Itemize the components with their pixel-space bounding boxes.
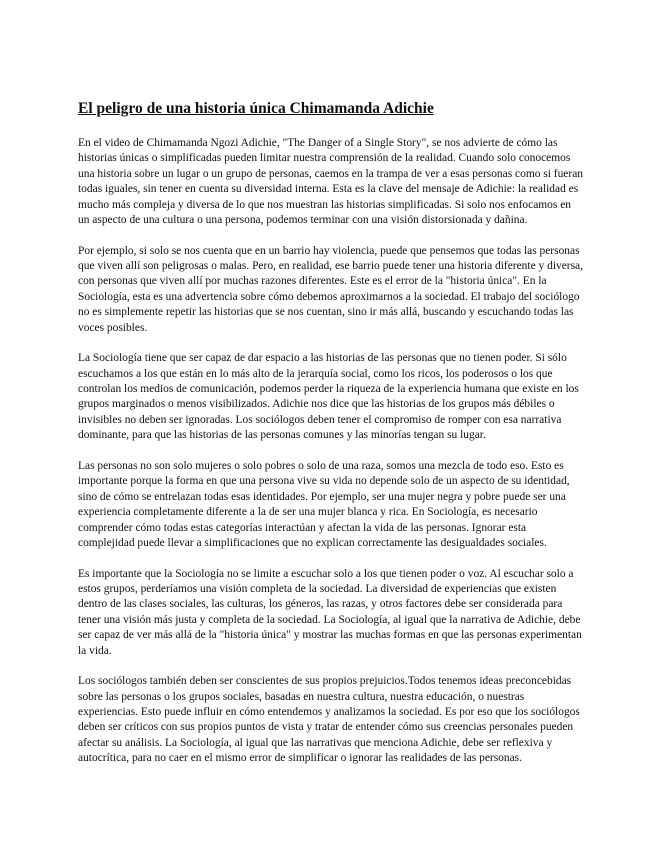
paragraph-6: Los sociólogos también deben ser conscientes de sus propios prejuicios.Todos tenemos ideas preconcebidas sobre las personas o los grupos sociales, basadas en nuestra cultura, nuestra educación, o nuestras experiencias. Esto puede influir en cómo entendemos y analizamos la sociedad. Es por eso que los sociólogos deben ser críticos con sus propios puntos de vista y tratar de entender cómo sus creencias personales pueden afectar su análisis. La Sociología, al igual que las narrativas que menciona Adichie, debe ser reflexiva y autocrítica, para no caer en el mismo error de simplificar o ignorar las realidades de las personas. xyxy=(78,675,580,765)
paragraph-5: Es importante que la Sociología no se limite a escuchar solo a los que tienen poder o voz. Al escuchar solo a estos grupos, perderíamos una visión completa de la sociedad. La diversidad de experiencias que existen dentro de las clases sociales, las culturas, los géneros, las razas, y otros factores debe ser considerada para tener una visión más justa y completa de la sociedad. La Sociología, al igual que la narrativa de Adichie, debe ser capaz de ver más allá de la "historia única" y mostrar las muchas formas en que las personas experimentan la vida. xyxy=(78,567,582,657)
paragraph-1: En el video de Chimamanda Ngozi Adichie, "The Danger of a Single Story", se nos advierte de cómo las historias únicas o simplificadas pueden limitar nuestra comprensión de la realidad. Cuando solo conocemos una historia sobre un lugar o un grupo de personas, caemos en la trampa de ver a esas personas como si fueran todas iguales, sin tener en cuenta su diversidad interna. Esta es la clave del mensaje de Adichie: la realidad es mucho más compleja y diversa de lo que nos muestran las historias simplificadas. Si solo nos enfocamos en un aspecto de una cultura o una persona, podemos terminar con una visión distorsionada y dañina. xyxy=(78,137,583,227)
paragraph-4: Las personas no son solo mujeres o solo pobres o solo de una raza, somos una mezcla de todo eso. Esto es importante porque la forma en que una persona vive su vida no depende solo de un aspecto de su identidad, sino de cómo se entrelazan todas esas identidades. Por ejemplo, ser una mujer negra y pobre puede ser una experiencia completamente diferente a la de ser una mujer blanca y rica. En Sociología, es necesario comprender cómo todas estas categorías interactúan y afectan la vida de las personas. Ignorar esta complejidad puede llevar a simplificaciones que no explican correctamente las desigualdades sociales. xyxy=(78,459,570,549)
document-page xyxy=(78,100,583,782)
paragraph-3: La Sociología tiene que ser capaz de dar espacio a las historias de las personas que no tienen poder. Si sólo escuchamos a los que están en lo más alto de la jerarquía social, como los ricos, los poderosos o los que controlan los medios de comunicación, podemos perder la riqueza de la experiencia humana que existe en los grupos marginados o menos visibilizados. Adichie nos dice que las historias de los grupos más débiles o invisibles no deben ser ignoradas. Los sociólogos deben tener el compromiso de romper con esa narrativa dominante, para que las historias de las personas comunes y las minorías tengan su lugar. xyxy=(78,352,579,442)
document-title: El peligro de una historia única Chimamanda Adichie xyxy=(78,100,434,117)
paragraph-2: Por ejemplo, si solo se nos cuenta que en un barrio hay violencia, puede que pensemos que todas las personas que viven allí son peligrosas o malas. Pero, en realidad, ese barrio puede tener una historia diferente y diversa, con personas que viven allí por muchas razones diferentes. Este es el error de la "historia única". En la Sociología, esta es una advertencia sobre cómo debemos aproximarnos a la sociedad. El trabajo del sociólogo no es simplemente repetir las historias que se nos cuentan, sino ir más allá, buscando y escuchando todas las voces posibles. xyxy=(78,244,583,334)
